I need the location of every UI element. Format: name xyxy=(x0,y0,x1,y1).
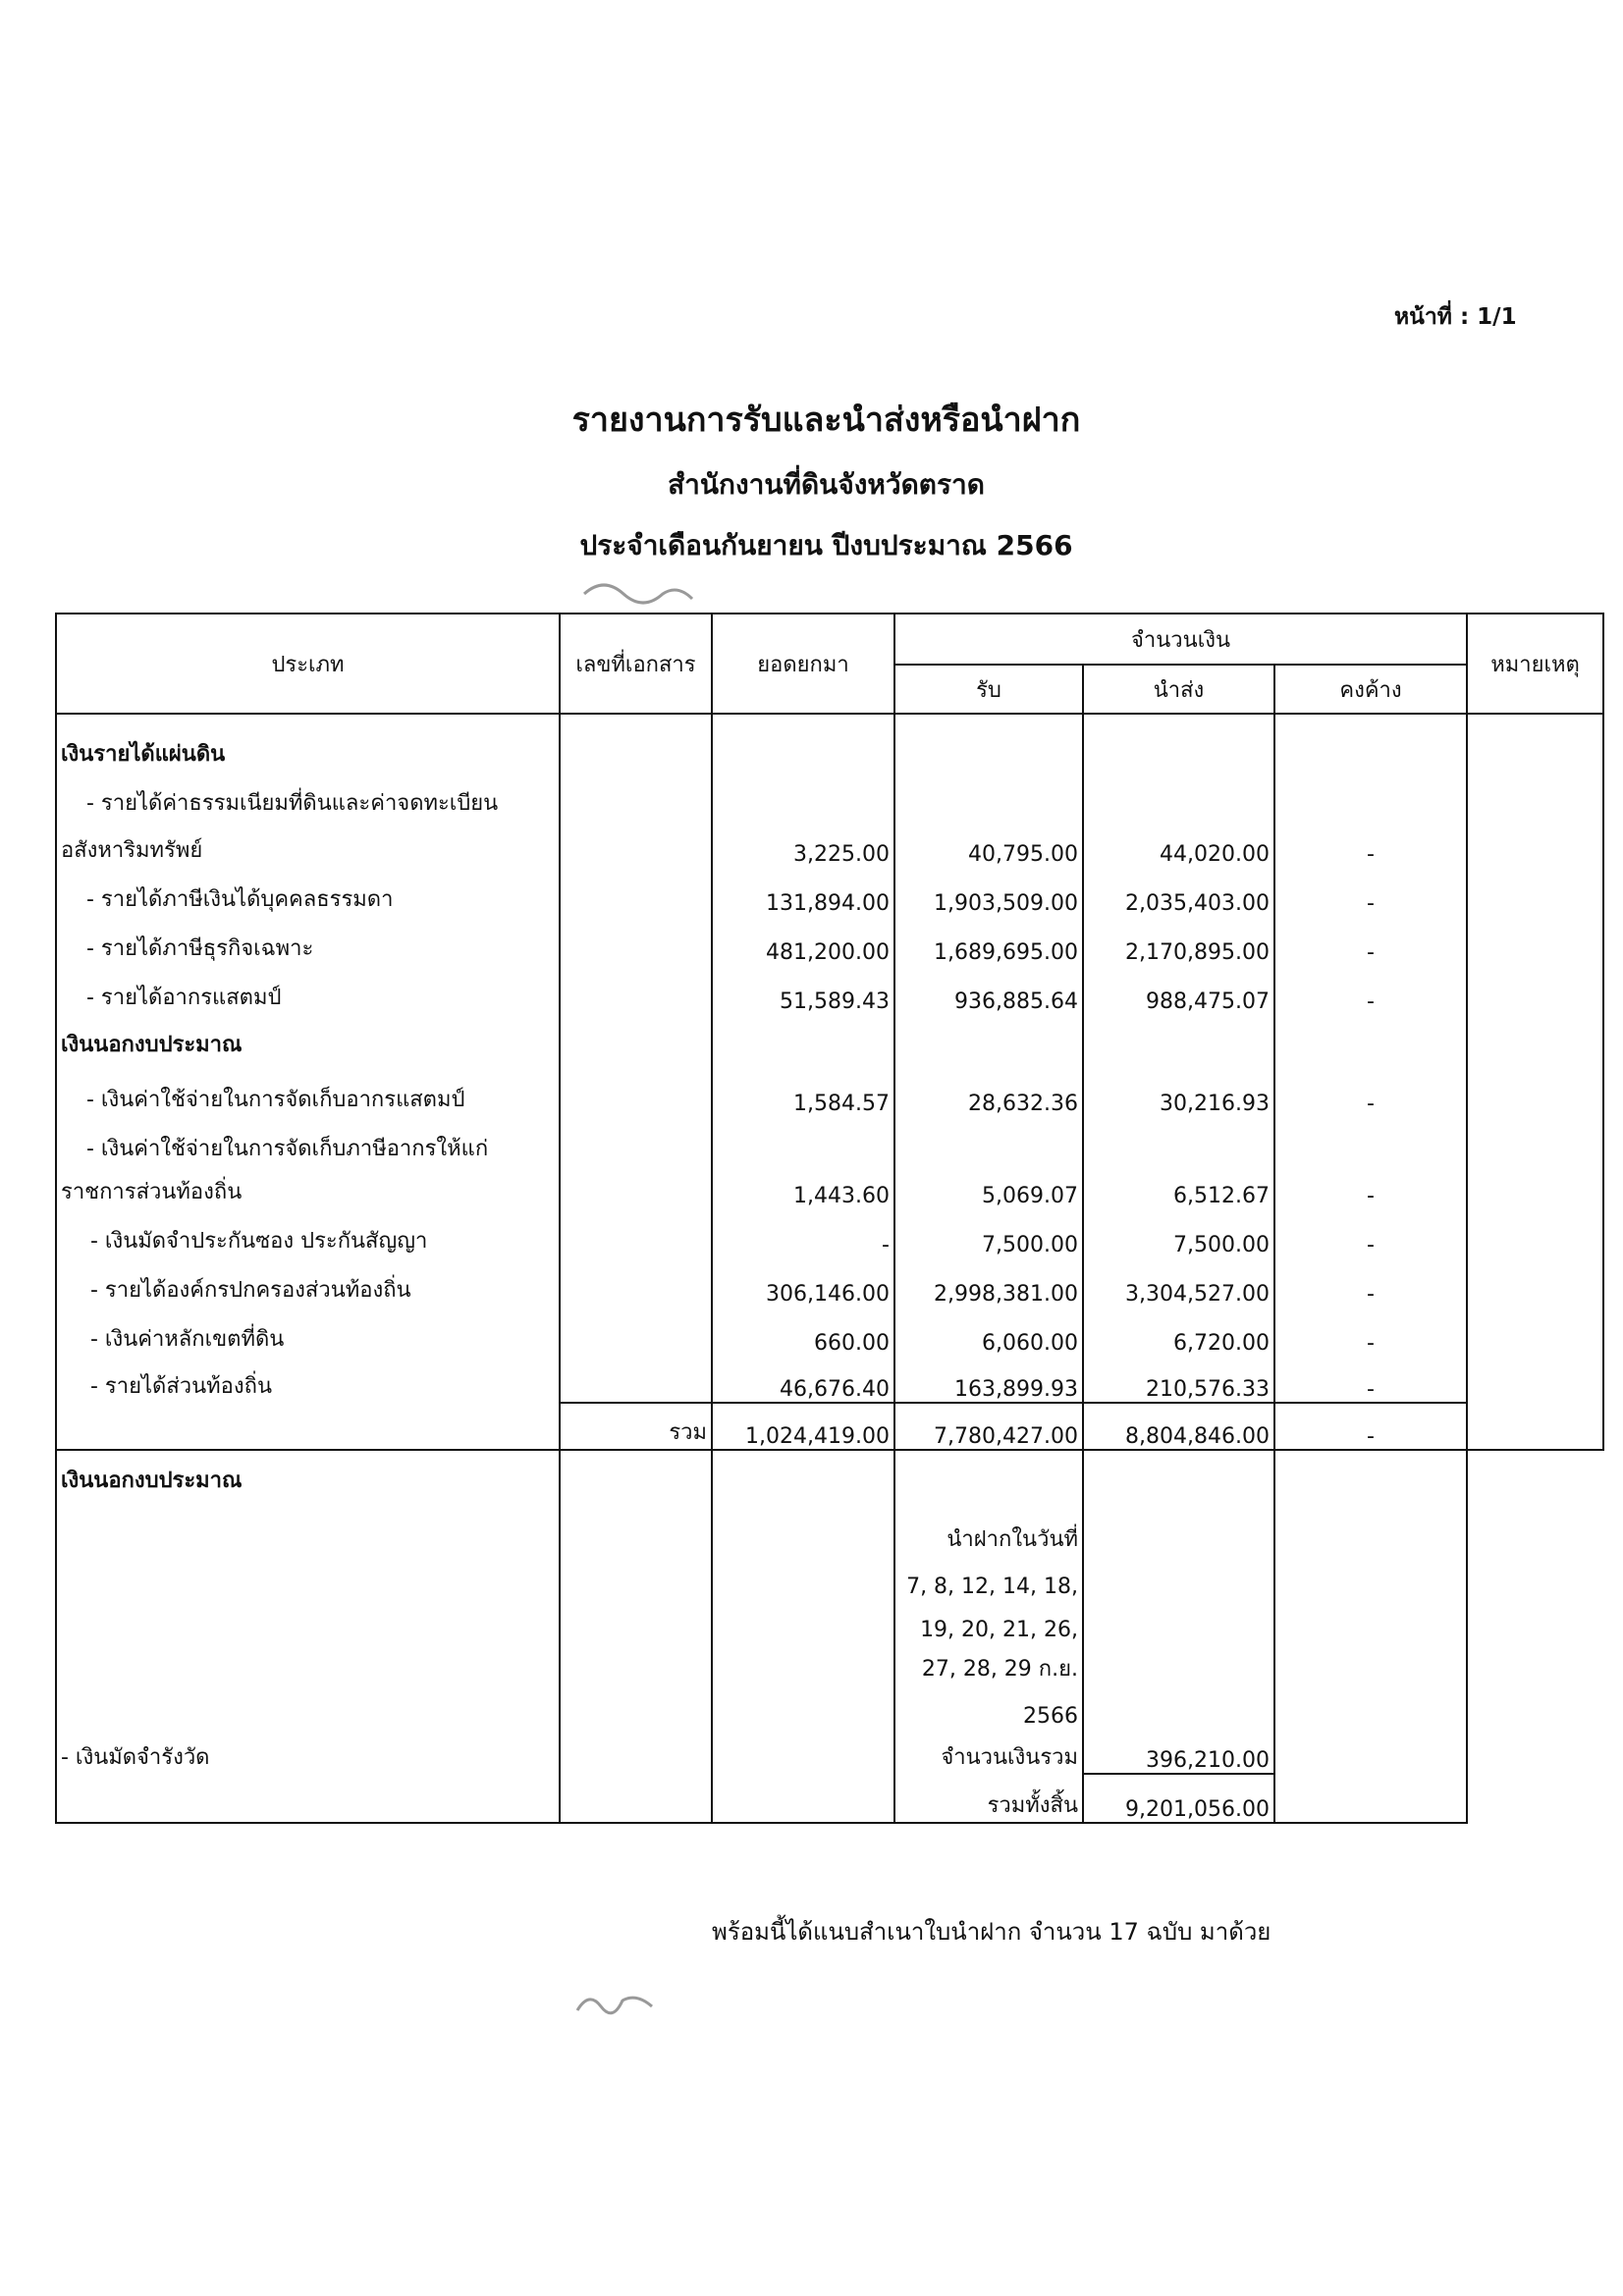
cell-received: 28,632.36 xyxy=(894,1061,1083,1116)
office-name: สำนักงานที่ดินจังหวัดตราด xyxy=(668,468,985,501)
cell-outstanding: - xyxy=(1274,916,1467,965)
deposit-dates-line: 27, 28, 29 ก.ย. xyxy=(894,1642,1083,1685)
row-label: - เงินมัดจำประกันซอง ประกันสัญญา xyxy=(56,1208,560,1257)
cell-outstanding: - xyxy=(1274,1208,1467,1257)
cell-remitted: 30,216.93 xyxy=(1083,1061,1274,1116)
row-label: - เงินค่าใช้จ่ายในการจัดเก็บภาษีอากรให้แก่ xyxy=(56,1116,560,1165)
header-amount: จำนวนเงิน xyxy=(894,614,1467,665)
cell-received: 7,500.00 xyxy=(894,1208,1083,1257)
cell-received: 40,795.00 xyxy=(894,820,1083,867)
cell-carried: 660.00 xyxy=(712,1307,894,1356)
header-remitted: นำส่ง xyxy=(1083,665,1274,714)
deposit-dates-line: 19, 20, 21, 26, xyxy=(894,1599,1083,1642)
cell-outstanding: - xyxy=(1274,1356,1467,1403)
cell-outstanding: - xyxy=(1274,965,1467,1014)
cell-carried: 3,225.00 xyxy=(712,820,894,867)
section-heading: เงินนอกงบประมาณ xyxy=(56,1450,560,1507)
cell-outstanding: - xyxy=(1274,1257,1467,1307)
report-title: รายงานการรับและนำส่งหรือนำฝาก xyxy=(571,400,1081,440)
cell-carried: 1,584.57 xyxy=(712,1061,894,1116)
row-label: - เงินค่าใช้จ่ายในการจัดเก็บอากรแสตมป์ xyxy=(56,1061,560,1116)
signature-mark xyxy=(569,1983,668,2022)
cell-carried: 1,443.60 xyxy=(712,1165,894,1208)
total-received: 7,780,427.00 xyxy=(894,1403,1083,1450)
cell-remitted: 988,475.07 xyxy=(1083,965,1274,1014)
cell-remitted: 6,512.67 xyxy=(1083,1165,1274,1208)
cell-remitted: 3,304,527.00 xyxy=(1083,1257,1274,1307)
deposit-total-value: 396,210.00 xyxy=(1083,1729,1274,1774)
cell-remitted: 210,576.33 xyxy=(1083,1356,1274,1403)
report-table xyxy=(55,613,1604,1824)
total-label: รวม xyxy=(560,1403,712,1450)
cell-remitted: 7,500.00 xyxy=(1083,1208,1274,1257)
cell-received: 1,689,695.00 xyxy=(894,916,1083,965)
deposit-total-label: จำนวนเงินรวม xyxy=(894,1729,1083,1774)
header-outstanding: คงค้าง xyxy=(1274,665,1467,714)
cell-remitted: 6,720.00 xyxy=(1083,1307,1274,1356)
cell-remitted: 2,170,895.00 xyxy=(1083,916,1274,965)
cell-carried: 131,894.00 xyxy=(712,867,894,916)
cell-carried: 481,200.00 xyxy=(712,916,894,965)
grand-total-label: รวมทั้งสิ้น xyxy=(894,1774,1083,1823)
total-remitted: 8,804,846.00 xyxy=(1083,1403,1274,1450)
cell-carried: 46,676.40 xyxy=(712,1356,894,1403)
attachment-note: พร้อมนี้ได้แนบสำเนาใบนำฝาก จำนวน 17 ฉบับ มาด้วย xyxy=(712,1918,1271,1946)
cell-received: 2,998,381.00 xyxy=(894,1257,1083,1307)
header-type: ประเภท xyxy=(56,614,560,714)
cell-received: 163,899.93 xyxy=(894,1356,1083,1403)
report-period: ประจำเดือนกันยายน ปีงบประมาณ 2566 xyxy=(579,529,1073,561)
stamp-mark xyxy=(574,569,722,609)
section-heading: เงินนอกงบประมาณ xyxy=(56,1014,560,1061)
row-label-cont: อสังหาริมทรัพย์ xyxy=(56,820,560,867)
row-label: - รายได้อากรแสตมป์ xyxy=(56,965,560,1014)
cell-carried: - xyxy=(712,1208,894,1257)
header-doc-no: เลขที่เอกสาร xyxy=(560,614,712,714)
row-label: - รายได้ภาษีเงินได้บุคคลธรรมดา xyxy=(56,867,560,916)
cell-remitted: 44,020.00 xyxy=(1083,820,1274,867)
row-label: - เงินค่าหลักเขตที่ดิน xyxy=(56,1307,560,1356)
total-outstanding: - xyxy=(1274,1403,1467,1450)
row-label-cont: ราชการส่วนท้องถิ่น xyxy=(56,1165,560,1208)
deposit-item-label: - เงินมัดจำรังวัด xyxy=(56,1729,560,1774)
page-number: หน้าที่ : 1/1 xyxy=(1394,304,1517,330)
row-label: - รายได้ภาษีธุรกิจเฉพาะ xyxy=(56,916,560,965)
cell-remitted: 2,035,403.00 xyxy=(1083,867,1274,916)
cell-outstanding: - xyxy=(1274,1061,1467,1116)
grand-total-value: 9,201,056.00 xyxy=(1083,1774,1274,1823)
deposit-dates-line: นำฝากในวันที่ xyxy=(894,1507,1083,1556)
cell-received: 5,069.07 xyxy=(894,1165,1083,1208)
header-received: รับ xyxy=(894,665,1083,714)
deposit-dates-line: 7, 8, 12, 14, 18, xyxy=(894,1556,1083,1599)
report-titles xyxy=(0,393,1623,567)
cell-outstanding: - xyxy=(1274,820,1467,867)
header-carried: ยอดยกมา xyxy=(712,614,894,714)
row-label: - รายได้องค์กรปกครองส่วนท้องถิ่น xyxy=(56,1257,560,1307)
row-label: - รายได้ค่าธรรมเนียมที่ดินและค่าจดทะเบียน xyxy=(56,771,560,820)
total-carried: 1,024,419.00 xyxy=(712,1403,894,1450)
section-heading: เงินรายได้แผ่นดิน xyxy=(56,714,560,771)
cell-received: 936,885.64 xyxy=(894,965,1083,1014)
row-label: - รายได้ส่วนท้องถิ่น xyxy=(56,1356,560,1403)
cell-received: 1,903,509.00 xyxy=(894,867,1083,916)
header-remarks: หมายเหตุ xyxy=(1467,614,1603,714)
cell-carried: 306,146.00 xyxy=(712,1257,894,1307)
deposit-dates-line: 2566 xyxy=(894,1685,1083,1729)
cell-outstanding: - xyxy=(1274,867,1467,916)
cell-outstanding: - xyxy=(1274,1307,1467,1356)
cell-carried: 51,589.43 xyxy=(712,965,894,1014)
cell-outstanding: - xyxy=(1274,1165,1467,1208)
cell-received: 6,060.00 xyxy=(894,1307,1083,1356)
